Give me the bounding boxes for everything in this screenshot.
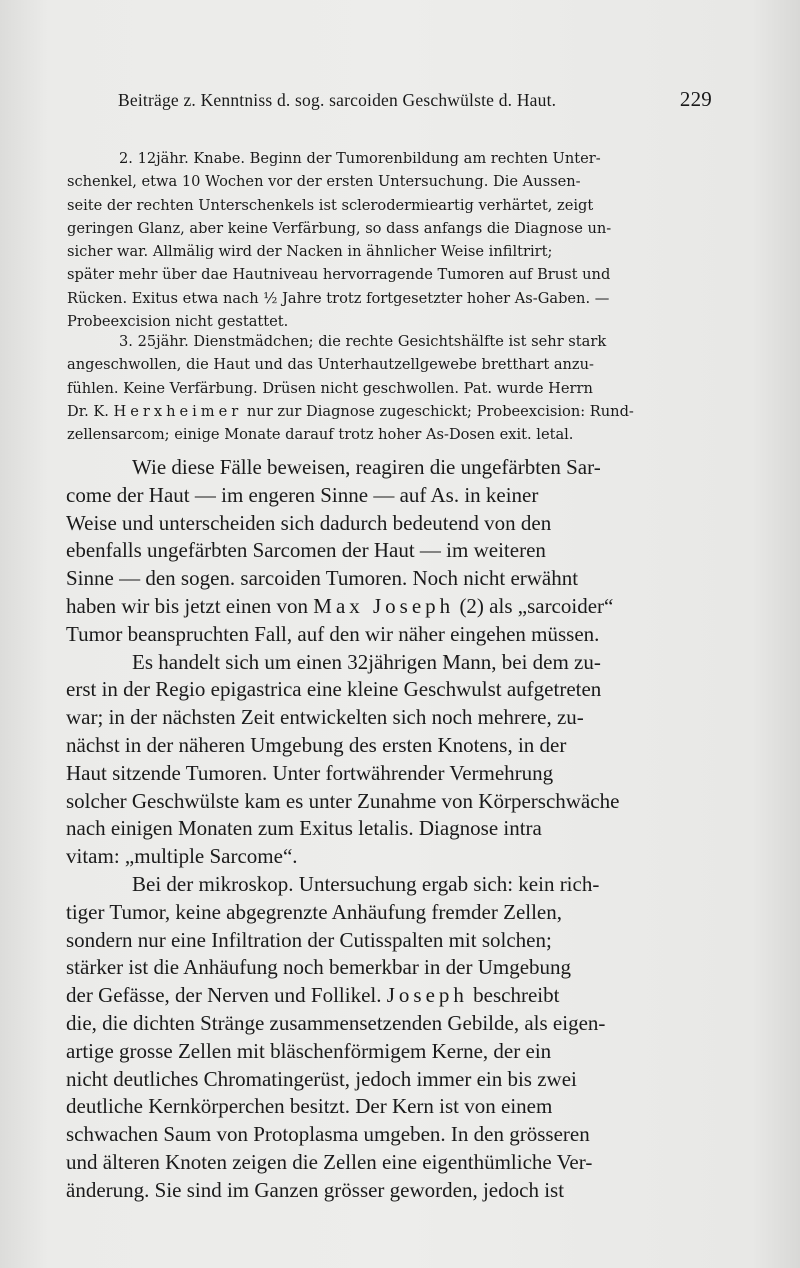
text-line: schenkel, etwa 10 Wochen vor der ersten Untersuchung. Die Aussen- (67, 173, 581, 191)
paragraph (66, 649, 732, 871)
text-line: solcher Geschwülste kam es unter Zunahme von Körperschwäche (66, 788, 620, 813)
text-line: später mehr über dae Hautniveau hervorragende Tumoren auf Brust und (67, 266, 611, 284)
case-report-2 (67, 147, 727, 333)
paragraph (66, 871, 732, 1205)
text-line: Bei der mikroskop. Untersuchung ergab sich: kein rich- (132, 871, 600, 896)
text-segment: nur zur Diagnose zugeschickt; Probeexcision: Rund- (242, 402, 634, 420)
text-segment: der Gefässe, der Nerven und Follikel. (66, 983, 387, 1008)
text-line: vitam: „multiple Sarcome“. (66, 844, 298, 869)
text-line: nach einigen Monaten zum Exitus letalis. Diagnose intra (66, 816, 542, 841)
text-line: 2. 12jähr. Knabe. Beginn der Tumorenbildung am rechten Unter- (119, 150, 601, 167)
text-line: Probeexcision nicht gestattet. (67, 313, 289, 331)
page-number: 229 (679, 87, 712, 111)
author-name: Herxheimer (113, 402, 243, 420)
text-line: erst in der Regio epigastrica eine kleine Geschwulst aufgetreten (66, 677, 602, 702)
text-line: stärker ist die Anhäufung noch bemerkbar in der Umgebung (66, 955, 572, 980)
case-report-3 (67, 330, 727, 446)
text-line: nächst in der näheren Umgebung des ersten Knotens, in der (66, 732, 567, 757)
text-line: Haut sitzende Tumoren. Unter fortwährender Vermehrung (66, 760, 554, 785)
text-line: sicher war. Allmälig wird der Nacken in ähnlicher Weise infiltrirt; (67, 243, 553, 261)
text-line: Rücken. Exitus etwa nach ½ Jahre trotz fortgesetzter hoher As-Gaben. — (67, 289, 610, 307)
text-line: fühlen. Keine Verfärbung. Drüsen nicht geschwollen. Pat. wurde Herrn (67, 379, 593, 397)
paragraph (66, 454, 732, 649)
text-line: und älteren Knoten zeigen die Zellen eine eigenthümliche Ver- (66, 1149, 593, 1174)
text-line: nicht deutliches Chromatingerüst, jedoch immer ein bis zwei (66, 1066, 577, 1091)
text-line: änderung. Sie sind im Ganzen grösser geworden, jedoch ist (66, 1177, 565, 1202)
text-line: die, die dichten Stränge zusammensetzenden Gebilde, als eigen- (66, 1010, 606, 1035)
text-line: war; in der nächsten Zeit entwickelten sich noch mehrere, zu- (66, 705, 584, 730)
text-segment: (2) als „sarcoider“ (454, 593, 614, 618)
text-line: artige grosse Zellen mit bläschenförmigem Kerne, der ein (66, 1038, 552, 1063)
text-line (66, 982, 732, 1010)
text-line: seite der rechten Unterschenkels ist sclerodermieartig verhärtet, zeigt (67, 196, 594, 214)
text-segment: beschreibt (467, 983, 560, 1008)
text-line: Weise und unterscheiden sich dadurch bedeutend von den (66, 510, 552, 535)
text-line (66, 593, 732, 621)
running-title: Beiträge z. Kenntniss d. sog. sarcoiden Geschwülste d. Haut. (118, 90, 557, 110)
text-line: zellensarcom; einige Monate darauf trotz hoher As-Dosen exit. letal. (67, 426, 574, 444)
text-line: Sinne — den sogen. sarcoiden Tumoren. Noch nicht erwähnt (66, 566, 579, 591)
text-line: schwachen Saum von Protoplasma umgeben. In den grösseren (66, 1122, 590, 1147)
text-line: Es handelt sich um einen 32jährigen Mann, bei dem zu- (132, 649, 601, 674)
text-line: tiger Tumor, keine abgegrenzte Anhäufung fremder Zellen, (66, 899, 563, 924)
text-line: deutliche Kernkörperchen besitzt. Der Kern ist von einem (66, 1094, 553, 1119)
author-name: Max Joseph (313, 593, 455, 618)
text-segment: Dr. K. (67, 402, 114, 420)
text-line: come der Haut — im engeren Sinne — auf As. in keiner (66, 482, 539, 507)
text-line: 3. 25jähr. Dienstmädchen; die rechte Gesichtshälfte ist sehr stark (119, 333, 607, 350)
text-line: angeschwollen, die Haut und das Unterhautzellgewebe bretthart anzu- (67, 356, 594, 374)
main-text (66, 454, 732, 1205)
text-line (67, 400, 727, 423)
text-line: ebenfalls ungefärbten Sarcomen der Haut — im weiteren (66, 538, 546, 563)
text-line: geringen Glanz, aber keine Verfärbung, so dass anfangs die Diagnose un- (67, 219, 612, 237)
text-line: Tumor beanspruchten Fall, auf den wir näher eingehen müssen. (66, 621, 600, 646)
text-segment: haben wir bis jetzt einen von (66, 593, 314, 618)
text-line: Wie diese Fälle beweisen, reagiren die ungefärbten Sar- (132, 455, 601, 479)
author-name: Joseph (386, 983, 468, 1008)
page-header (118, 87, 712, 116)
text-line: sondern nur eine Infiltration der Cutisspalten mit solchen; (66, 927, 552, 952)
